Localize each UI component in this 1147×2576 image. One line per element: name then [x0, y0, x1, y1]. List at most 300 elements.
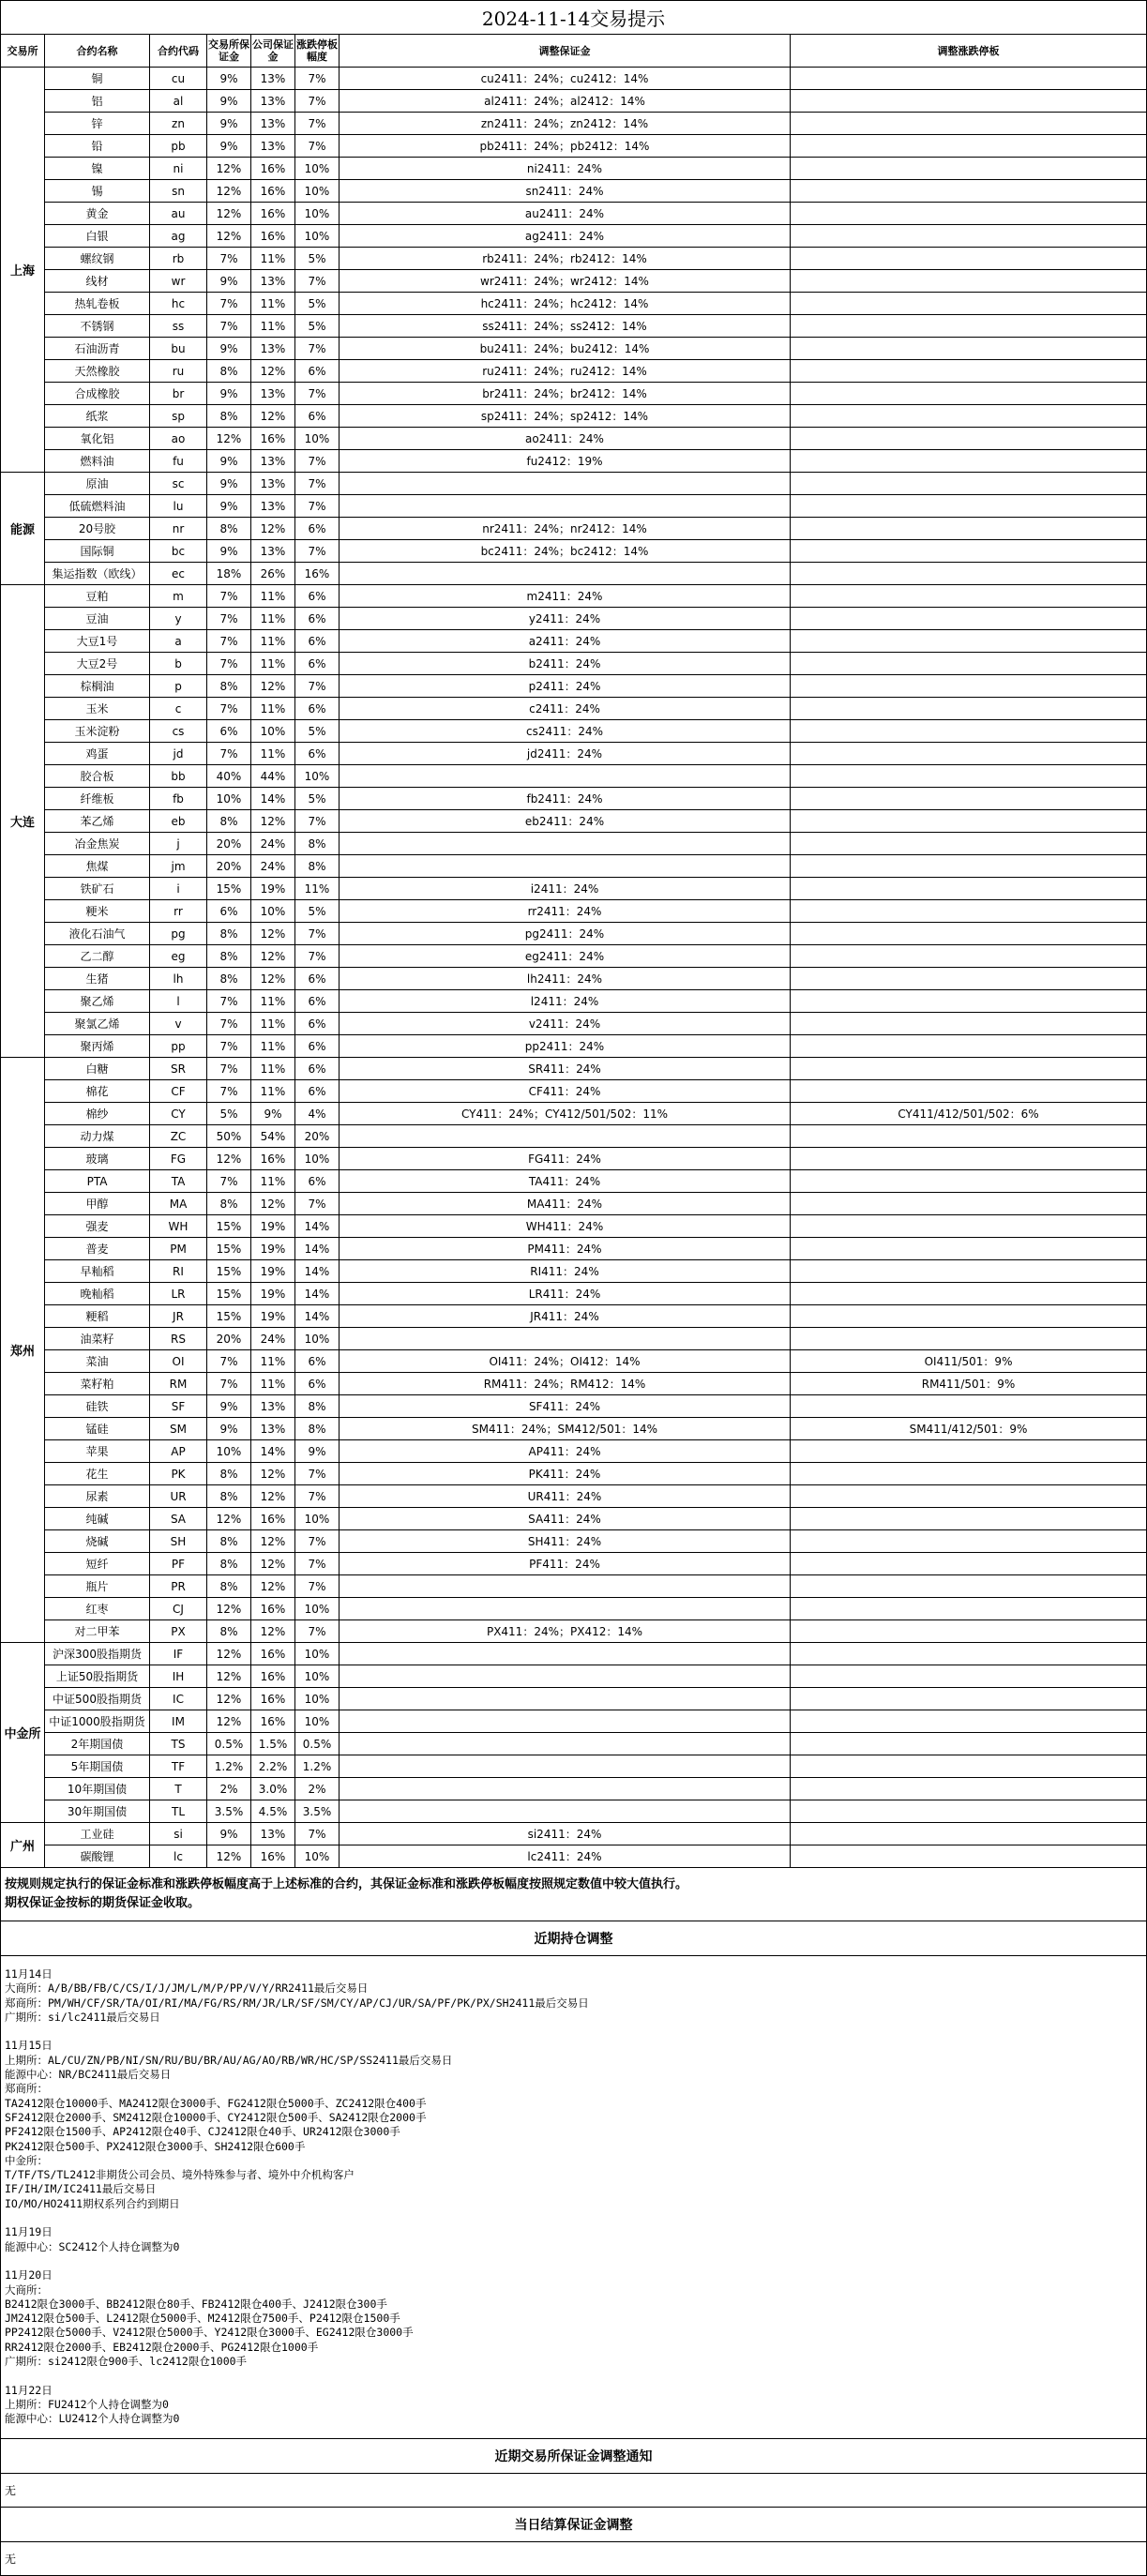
contract-code-cell: OI	[150, 1350, 207, 1373]
contract-code-cell: RM	[150, 1373, 207, 1395]
adjusted-margin-cell: c2411：24%	[340, 698, 791, 720]
adjusted-limit-cell: CY411/412/501/502：6%	[791, 1103, 1147, 1125]
price-limit-cell: 10%	[295, 203, 340, 225]
contract-code-cell: eg	[150, 945, 207, 968]
exchange-margin-cell: 8%	[207, 518, 251, 540]
price-limit-cell: 4%	[295, 1103, 340, 1125]
company-margin-cell: 11%	[251, 743, 295, 765]
company-margin-cell: 54%	[251, 1125, 295, 1148]
exchange-margin-cell: 7%	[207, 608, 251, 630]
contract-code-cell: IC	[150, 1688, 207, 1710]
adjusted-margin-cell: eb2411：24%	[340, 810, 791, 833]
adjusted-margin-cell: lc2411：24%	[340, 1845, 791, 1868]
company-margin-cell: 12%	[251, 405, 295, 428]
adjusted-limit-cell	[791, 1260, 1147, 1283]
table-row	[1, 1800, 1147, 1823]
adjusted-margin-cell: v2411：24%	[340, 1013, 791, 1035]
price-limit-cell: 10%	[295, 1710, 340, 1733]
contract-code-cell: rr	[150, 900, 207, 923]
contract-code-cell: ru	[150, 360, 207, 383]
price-limit-cell: 5%	[295, 788, 340, 810]
company-margin-cell: 11%	[251, 1350, 295, 1373]
adjusted-limit-cell	[791, 1080, 1147, 1103]
price-limit-cell: 7%	[295, 90, 340, 113]
contract-code-cell: ss	[150, 315, 207, 338]
adjusted-margin-cell: l2411：24%	[340, 990, 791, 1013]
contract-name-cell: 5年期国债	[45, 1755, 150, 1778]
price-limit-cell: 14%	[295, 1305, 340, 1328]
adjusted-limit-cell	[791, 608, 1147, 630]
exchange-margin-cell: 12%	[207, 428, 251, 450]
price-limit-cell: 5%	[295, 293, 340, 315]
company-margin-cell: 12%	[251, 360, 295, 383]
contract-code-cell: IF	[150, 1643, 207, 1665]
price-limit-cell: 6%	[295, 1373, 340, 1395]
table-row	[1, 900, 1147, 923]
table-row	[1, 990, 1147, 1013]
price-limit-cell: 8%	[295, 1418, 340, 1440]
header-exchange: 交易所	[1, 35, 45, 68]
adjusted-margin-cell: CY411：24%；CY412/501/502：11%	[340, 1103, 791, 1125]
contract-name-cell: 锡	[45, 180, 150, 203]
price-limit-cell: 11%	[295, 878, 340, 900]
company-margin-cell: 12%	[251, 518, 295, 540]
table-row	[1, 113, 1147, 135]
contract-name-cell: 油菜籽	[45, 1328, 150, 1350]
price-limit-cell: 10%	[295, 1845, 340, 1868]
adjusted-limit-cell	[791, 855, 1147, 878]
company-margin-cell: 13%	[251, 1395, 295, 1418]
exchange-margin-cell: 8%	[207, 360, 251, 383]
contract-name-cell: 苯乙烯	[45, 810, 150, 833]
table-row	[1, 1643, 1147, 1665]
contract-code-cell: sc	[150, 473, 207, 495]
contract-code-cell: hc	[150, 293, 207, 315]
contract-name-cell: 线材	[45, 270, 150, 293]
company-margin-cell: 16%	[251, 203, 295, 225]
adjusted-limit-cell	[791, 810, 1147, 833]
company-margin-cell: 16%	[251, 1508, 295, 1530]
contract-name-cell: 2年期国债	[45, 1733, 150, 1755]
exchange-margin-cell: 9%	[207, 90, 251, 113]
adjusted-limit-cell	[791, 1530, 1147, 1553]
price-limit-cell: 6%	[295, 1350, 340, 1373]
adjusted-limit-cell	[791, 968, 1147, 990]
contract-name-cell: 黄金	[45, 203, 150, 225]
adjusted-limit-cell	[791, 540, 1147, 563]
price-limit-cell: 10%	[295, 1643, 340, 1665]
table-row	[1, 630, 1147, 653]
company-margin-cell: 16%	[251, 1148, 295, 1170]
contract-name-cell: 普麦	[45, 1238, 150, 1260]
exchange-margin-cell: 8%	[207, 1485, 251, 1508]
adjusted-margin-cell: pb2411：24%；pb2412：14%	[340, 135, 791, 158]
adjusted-margin-cell	[340, 1598, 791, 1620]
contract-name-cell: 国际铜	[45, 540, 150, 563]
adjusted-limit-cell	[791, 1823, 1147, 1845]
price-limit-cell: 16%	[295, 563, 340, 585]
exchange-margin-cell: 15%	[207, 1283, 251, 1305]
price-limit-cell: 6%	[295, 630, 340, 653]
adjusted-margin-cell	[340, 1643, 791, 1665]
adjusted-limit-cell: OI411/501：9%	[791, 1350, 1147, 1373]
contract-code-cell: ni	[150, 158, 207, 180]
company-margin-cell: 12%	[251, 1485, 295, 1508]
contract-code-cell: pg	[150, 923, 207, 945]
contract-name-cell: 冶金焦炭	[45, 833, 150, 855]
price-limit-cell: 14%	[295, 1215, 340, 1238]
table-row	[1, 1823, 1147, 1845]
table-row	[1, 270, 1147, 293]
contract-code-cell: ec	[150, 563, 207, 585]
table-row	[1, 1733, 1147, 1755]
adjusted-limit-cell	[791, 1755, 1147, 1778]
table-row	[1, 1193, 1147, 1215]
contract-name-cell: 集运指数（欧线）	[45, 563, 150, 585]
company-margin-cell: 16%	[251, 1845, 295, 1868]
adjusted-limit-cell	[791, 1598, 1147, 1620]
price-limit-cell: 7%	[295, 1193, 340, 1215]
adjusted-margin-cell: br2411：24%；br2412：14%	[340, 383, 791, 405]
adjusted-limit-cell	[791, 653, 1147, 675]
price-limit-cell: 5%	[295, 315, 340, 338]
contract-name-cell: 30年期国债	[45, 1800, 150, 1823]
exchange-margin-cell: 8%	[207, 405, 251, 428]
adjusted-limit-cell	[791, 1035, 1147, 1058]
table-row	[1, 878, 1147, 900]
contract-name-cell: 玉米淀粉	[45, 720, 150, 743]
exchange-margin-cell: 7%	[207, 1373, 251, 1395]
table-row	[1, 945, 1147, 968]
price-limit-cell: 7%	[295, 450, 340, 473]
exchange-margin-cell: 8%	[207, 923, 251, 945]
exchange-margin-cell: 9%	[207, 495, 251, 518]
table-row	[1, 720, 1147, 743]
price-limit-cell: 14%	[295, 1260, 340, 1283]
company-margin-cell: 11%	[251, 293, 295, 315]
price-limit-cell: 10%	[295, 1665, 340, 1688]
exchange-margin-cell: 12%	[207, 203, 251, 225]
contract-code-cell: bu	[150, 338, 207, 360]
company-margin-cell: 11%	[251, 1013, 295, 1035]
exchange-margin-cell: 9%	[207, 540, 251, 563]
company-margin-cell: 24%	[251, 855, 295, 878]
contract-code-cell: zn	[150, 113, 207, 135]
adjusted-margin-cell: PM411：24%	[340, 1238, 791, 1260]
adjusted-margin-cell: SM411：24%；SM412/501：14%	[340, 1418, 791, 1440]
company-margin-cell: 16%	[251, 225, 295, 248]
contract-code-cell: TL	[150, 1800, 207, 1823]
contract-name-cell: 玉米	[45, 698, 150, 720]
price-limit-cell: 5%	[295, 720, 340, 743]
contract-code-cell: SM	[150, 1418, 207, 1440]
contract-code-cell: br	[150, 383, 207, 405]
table-row	[1, 743, 1147, 765]
exchange-margin-cell: 8%	[207, 675, 251, 698]
adjusted-limit-cell	[791, 405, 1147, 428]
adjusted-margin-cell: au2411：24%	[340, 203, 791, 225]
header-adjusted-margin: 调整保证金	[340, 35, 791, 68]
adjusted-limit-cell	[791, 113, 1147, 135]
contract-name-cell: 豆粕	[45, 585, 150, 608]
adjusted-limit-cell: SM411/412/501：9%	[791, 1418, 1147, 1440]
contract-name-cell: 碳酸锂	[45, 1845, 150, 1868]
exchange-margin-cell: 9%	[207, 113, 251, 135]
contract-name-cell: 生猪	[45, 968, 150, 990]
price-limit-cell: 7%	[295, 1823, 340, 1845]
contract-name-cell: 晚籼稻	[45, 1283, 150, 1305]
contract-code-cell: WH	[150, 1215, 207, 1238]
price-limit-cell: 7%	[295, 338, 340, 360]
adjusted-margin-cell: sp2411：24%；sp2412：14%	[340, 405, 791, 428]
exchange-margin-cell: 20%	[207, 1328, 251, 1350]
exchange-margin-cell: 9%	[207, 135, 251, 158]
table-row	[1, 1553, 1147, 1575]
exchange-margin-cell: 18%	[207, 563, 251, 585]
contract-name-cell: 菜油	[45, 1350, 150, 1373]
contract-name-cell: 聚丙烯	[45, 1035, 150, 1058]
adjusted-margin-cell	[340, 1710, 791, 1733]
exchange-cell: 郑州	[1, 1058, 45, 1643]
exchange-margin-cell: 12%	[207, 1845, 251, 1868]
company-margin-cell: 11%	[251, 1035, 295, 1058]
exchange-margin-cell: 9%	[207, 1395, 251, 1418]
price-limit-cell: 8%	[295, 855, 340, 878]
adjusted-limit-cell	[791, 135, 1147, 158]
exchange-margin-cell: 9%	[207, 1823, 251, 1845]
company-margin-cell: 16%	[251, 1598, 295, 1620]
price-limit-cell: 6%	[295, 1170, 340, 1193]
price-limit-cell: 6%	[295, 405, 340, 428]
exchange-margin-cell: 12%	[207, 180, 251, 203]
price-limit-cell: 7%	[295, 810, 340, 833]
contract-code-cell: IM	[150, 1710, 207, 1733]
company-margin-cell: 13%	[251, 383, 295, 405]
exchange-margin-cell: 9%	[207, 68, 251, 90]
contract-code-cell: lu	[150, 495, 207, 518]
contract-code-cell: rb	[150, 248, 207, 270]
company-margin-cell: 19%	[251, 1238, 295, 1260]
contract-name-cell: 苹果	[45, 1440, 150, 1463]
adjusted-limit-cell	[791, 293, 1147, 315]
adjusted-margin-cell: zn2411：24%；zn2412：14%	[340, 113, 791, 135]
company-margin-cell: 12%	[251, 923, 295, 945]
contract-code-cell: ag	[150, 225, 207, 248]
contract-code-cell: c	[150, 698, 207, 720]
adjusted-margin-cell	[340, 495, 791, 518]
contract-code-cell: jm	[150, 855, 207, 878]
table-header-row	[1, 35, 1147, 68]
company-margin-cell: 12%	[251, 1463, 295, 1485]
table-row	[1, 293, 1147, 315]
price-limit-cell: 10%	[295, 1148, 340, 1170]
exchange-margin-cell: 8%	[207, 1463, 251, 1485]
table-row	[1, 1688, 1147, 1710]
contract-code-cell: TA	[150, 1170, 207, 1193]
contract-code-cell: cs	[150, 720, 207, 743]
exchange-margin-cell: 15%	[207, 878, 251, 900]
price-limit-cell: 6%	[295, 585, 340, 608]
company-margin-cell: 24%	[251, 833, 295, 855]
adjusted-limit-cell	[791, 1643, 1147, 1665]
contract-code-cell: p	[150, 675, 207, 698]
adjusted-margin-cell: cs2411：24%	[340, 720, 791, 743]
company-margin-cell: 12%	[251, 1193, 295, 1215]
price-limit-cell: 10%	[295, 428, 340, 450]
contract-name-cell: 上证50股指期货	[45, 1665, 150, 1688]
contract-name-cell: 铝	[45, 90, 150, 113]
company-margin-cell: 12%	[251, 1575, 295, 1598]
adjusted-margin-cell	[340, 1733, 791, 1755]
adjusted-limit-cell	[791, 878, 1147, 900]
table-row	[1, 810, 1147, 833]
contract-name-cell: 沪深300股指期货	[45, 1643, 150, 1665]
adjusted-limit-cell	[791, 1620, 1147, 1643]
contract-name-cell: 豆油	[45, 608, 150, 630]
contract-name-cell: 玻璃	[45, 1148, 150, 1170]
contract-code-cell: AP	[150, 1440, 207, 1463]
exchange-margin-cell: 7%	[207, 1170, 251, 1193]
contract-code-cell: SA	[150, 1508, 207, 1530]
contract-name-cell: 低硫燃料油	[45, 495, 150, 518]
exchange-margin-cell: 9%	[207, 338, 251, 360]
header-adjusted-limit: 调整涨跌停板	[791, 35, 1147, 68]
adjusted-limit-cell	[791, 1553, 1147, 1575]
adjusted-margin-cell: ru2411：24%；ru2412：14%	[340, 360, 791, 383]
contract-code-cell: l	[150, 990, 207, 1013]
adjusted-limit-cell	[791, 900, 1147, 923]
exchange-margin-cell: 12%	[207, 1598, 251, 1620]
company-margin-cell: 19%	[251, 1305, 295, 1328]
adjusted-limit-cell	[791, 428, 1147, 450]
adjusted-margin-cell: RM411：24%；RM412：14%	[340, 1373, 791, 1395]
price-limit-cell: 7%	[295, 383, 340, 405]
table-row	[1, 1215, 1147, 1238]
contract-code-cell: LR	[150, 1283, 207, 1305]
company-margin-cell: 26%	[251, 563, 295, 585]
table-row	[1, 1575, 1147, 1598]
company-margin-cell: 12%	[251, 968, 295, 990]
table-row	[1, 135, 1147, 158]
table-row	[1, 1080, 1147, 1103]
adjusted-margin-cell: pg2411：24%	[340, 923, 791, 945]
page-title: 2024-11-14交易提示	[1, 1, 1147, 35]
adjusted-margin-cell: ao2411：24%	[340, 428, 791, 450]
adjusted-limit-cell	[791, 1170, 1147, 1193]
company-margin-cell: 11%	[251, 585, 295, 608]
price-limit-cell: 0.5%	[295, 1733, 340, 1755]
price-limit-cell: 6%	[295, 990, 340, 1013]
adjusted-limit-cell	[791, 1733, 1147, 1755]
adjusted-limit-cell	[791, 1485, 1147, 1508]
contract-name-cell: 石油沥青	[45, 338, 150, 360]
adjusted-margin-cell: pp2411：24%	[340, 1035, 791, 1058]
adjusted-limit-cell	[791, 1328, 1147, 1350]
contract-name-cell: 天然橡胶	[45, 360, 150, 383]
contract-name-cell: 大豆2号	[45, 653, 150, 675]
contract-name-cell: 硅铁	[45, 1395, 150, 1418]
price-limit-cell: 6%	[295, 1058, 340, 1080]
adjusted-margin-cell	[340, 1778, 791, 1800]
adjusted-limit-cell	[791, 1215, 1147, 1238]
exchange-margin-cell: 9%	[207, 270, 251, 293]
exchange-margin-cell: 7%	[207, 315, 251, 338]
contract-code-cell: ao	[150, 428, 207, 450]
adjusted-margin-cell	[340, 1800, 791, 1823]
adjusted-margin-cell: nr2411：24%；nr2412：14%	[340, 518, 791, 540]
contract-code-cell: jd	[150, 743, 207, 765]
table-row	[1, 1013, 1147, 1035]
header-contract-name: 合约名称	[45, 35, 150, 68]
company-margin-cell: 2.2%	[251, 1755, 295, 1778]
table-row	[1, 653, 1147, 675]
exchange-margin-cell: 7%	[207, 653, 251, 675]
contract-code-cell: FG	[150, 1148, 207, 1170]
contract-name-cell: 铁矿石	[45, 878, 150, 900]
price-limit-cell: 10%	[295, 1598, 340, 1620]
company-margin-cell: 13%	[251, 270, 295, 293]
adjusted-limit-cell	[791, 1148, 1147, 1170]
price-limit-cell: 10%	[295, 1688, 340, 1710]
price-limit-cell: 5%	[295, 900, 340, 923]
company-margin-cell: 13%	[251, 450, 295, 473]
table-row	[1, 1103, 1147, 1125]
contract-code-cell: fb	[150, 788, 207, 810]
company-margin-cell: 13%	[251, 135, 295, 158]
exchange-cell: 能源	[1, 473, 45, 585]
adjusted-margin-cell: SF411：24%	[340, 1395, 791, 1418]
price-limit-cell: 10%	[295, 1328, 340, 1350]
exchange-margin-cell: 8%	[207, 1575, 251, 1598]
adjusted-margin-cell	[340, 1755, 791, 1778]
contract-name-cell: 液化石油气	[45, 923, 150, 945]
table-row	[1, 1170, 1147, 1193]
contract-code-cell: CY	[150, 1103, 207, 1125]
contract-name-cell: 短纤	[45, 1553, 150, 1575]
exchange-margin-cell: 7%	[207, 743, 251, 765]
contract-name-cell: 燃料油	[45, 450, 150, 473]
company-margin-cell: 13%	[251, 1418, 295, 1440]
contract-code-cell: lc	[150, 1845, 207, 1868]
adjusted-margin-cell: eg2411：24%	[340, 945, 791, 968]
exchange-margin-cell: 15%	[207, 1238, 251, 1260]
adjusted-limit-cell	[791, 495, 1147, 518]
contract-code-cell: SH	[150, 1530, 207, 1553]
contract-name-cell: 花生	[45, 1463, 150, 1485]
adjusted-limit-cell	[791, 1193, 1147, 1215]
adjusted-limit-cell	[791, 675, 1147, 698]
contract-code-cell: CJ	[150, 1598, 207, 1620]
contract-code-cell: PK	[150, 1463, 207, 1485]
exchange-cell: 上海	[1, 68, 45, 473]
adjusted-margin-cell: LR411：24%	[340, 1283, 791, 1305]
price-limit-cell: 10%	[295, 180, 340, 203]
contract-code-cell: eb	[150, 810, 207, 833]
table-row	[1, 563, 1147, 585]
adjusted-limit-cell	[791, 698, 1147, 720]
table-row	[1, 1350, 1147, 1373]
contract-name-cell: 热轧卷板	[45, 293, 150, 315]
company-margin-cell: 11%	[251, 1058, 295, 1080]
company-margin-cell: 11%	[251, 608, 295, 630]
position-section-title: 近期持仓调整	[1, 1921, 1147, 1956]
contract-name-cell: PTA	[45, 1170, 150, 1193]
contract-name-cell: 棕榈油	[45, 675, 150, 698]
exchange-margin-cell: 8%	[207, 1530, 251, 1553]
contract-name-cell: 红枣	[45, 1598, 150, 1620]
company-margin-cell: 14%	[251, 788, 295, 810]
table-row	[1, 1598, 1147, 1620]
